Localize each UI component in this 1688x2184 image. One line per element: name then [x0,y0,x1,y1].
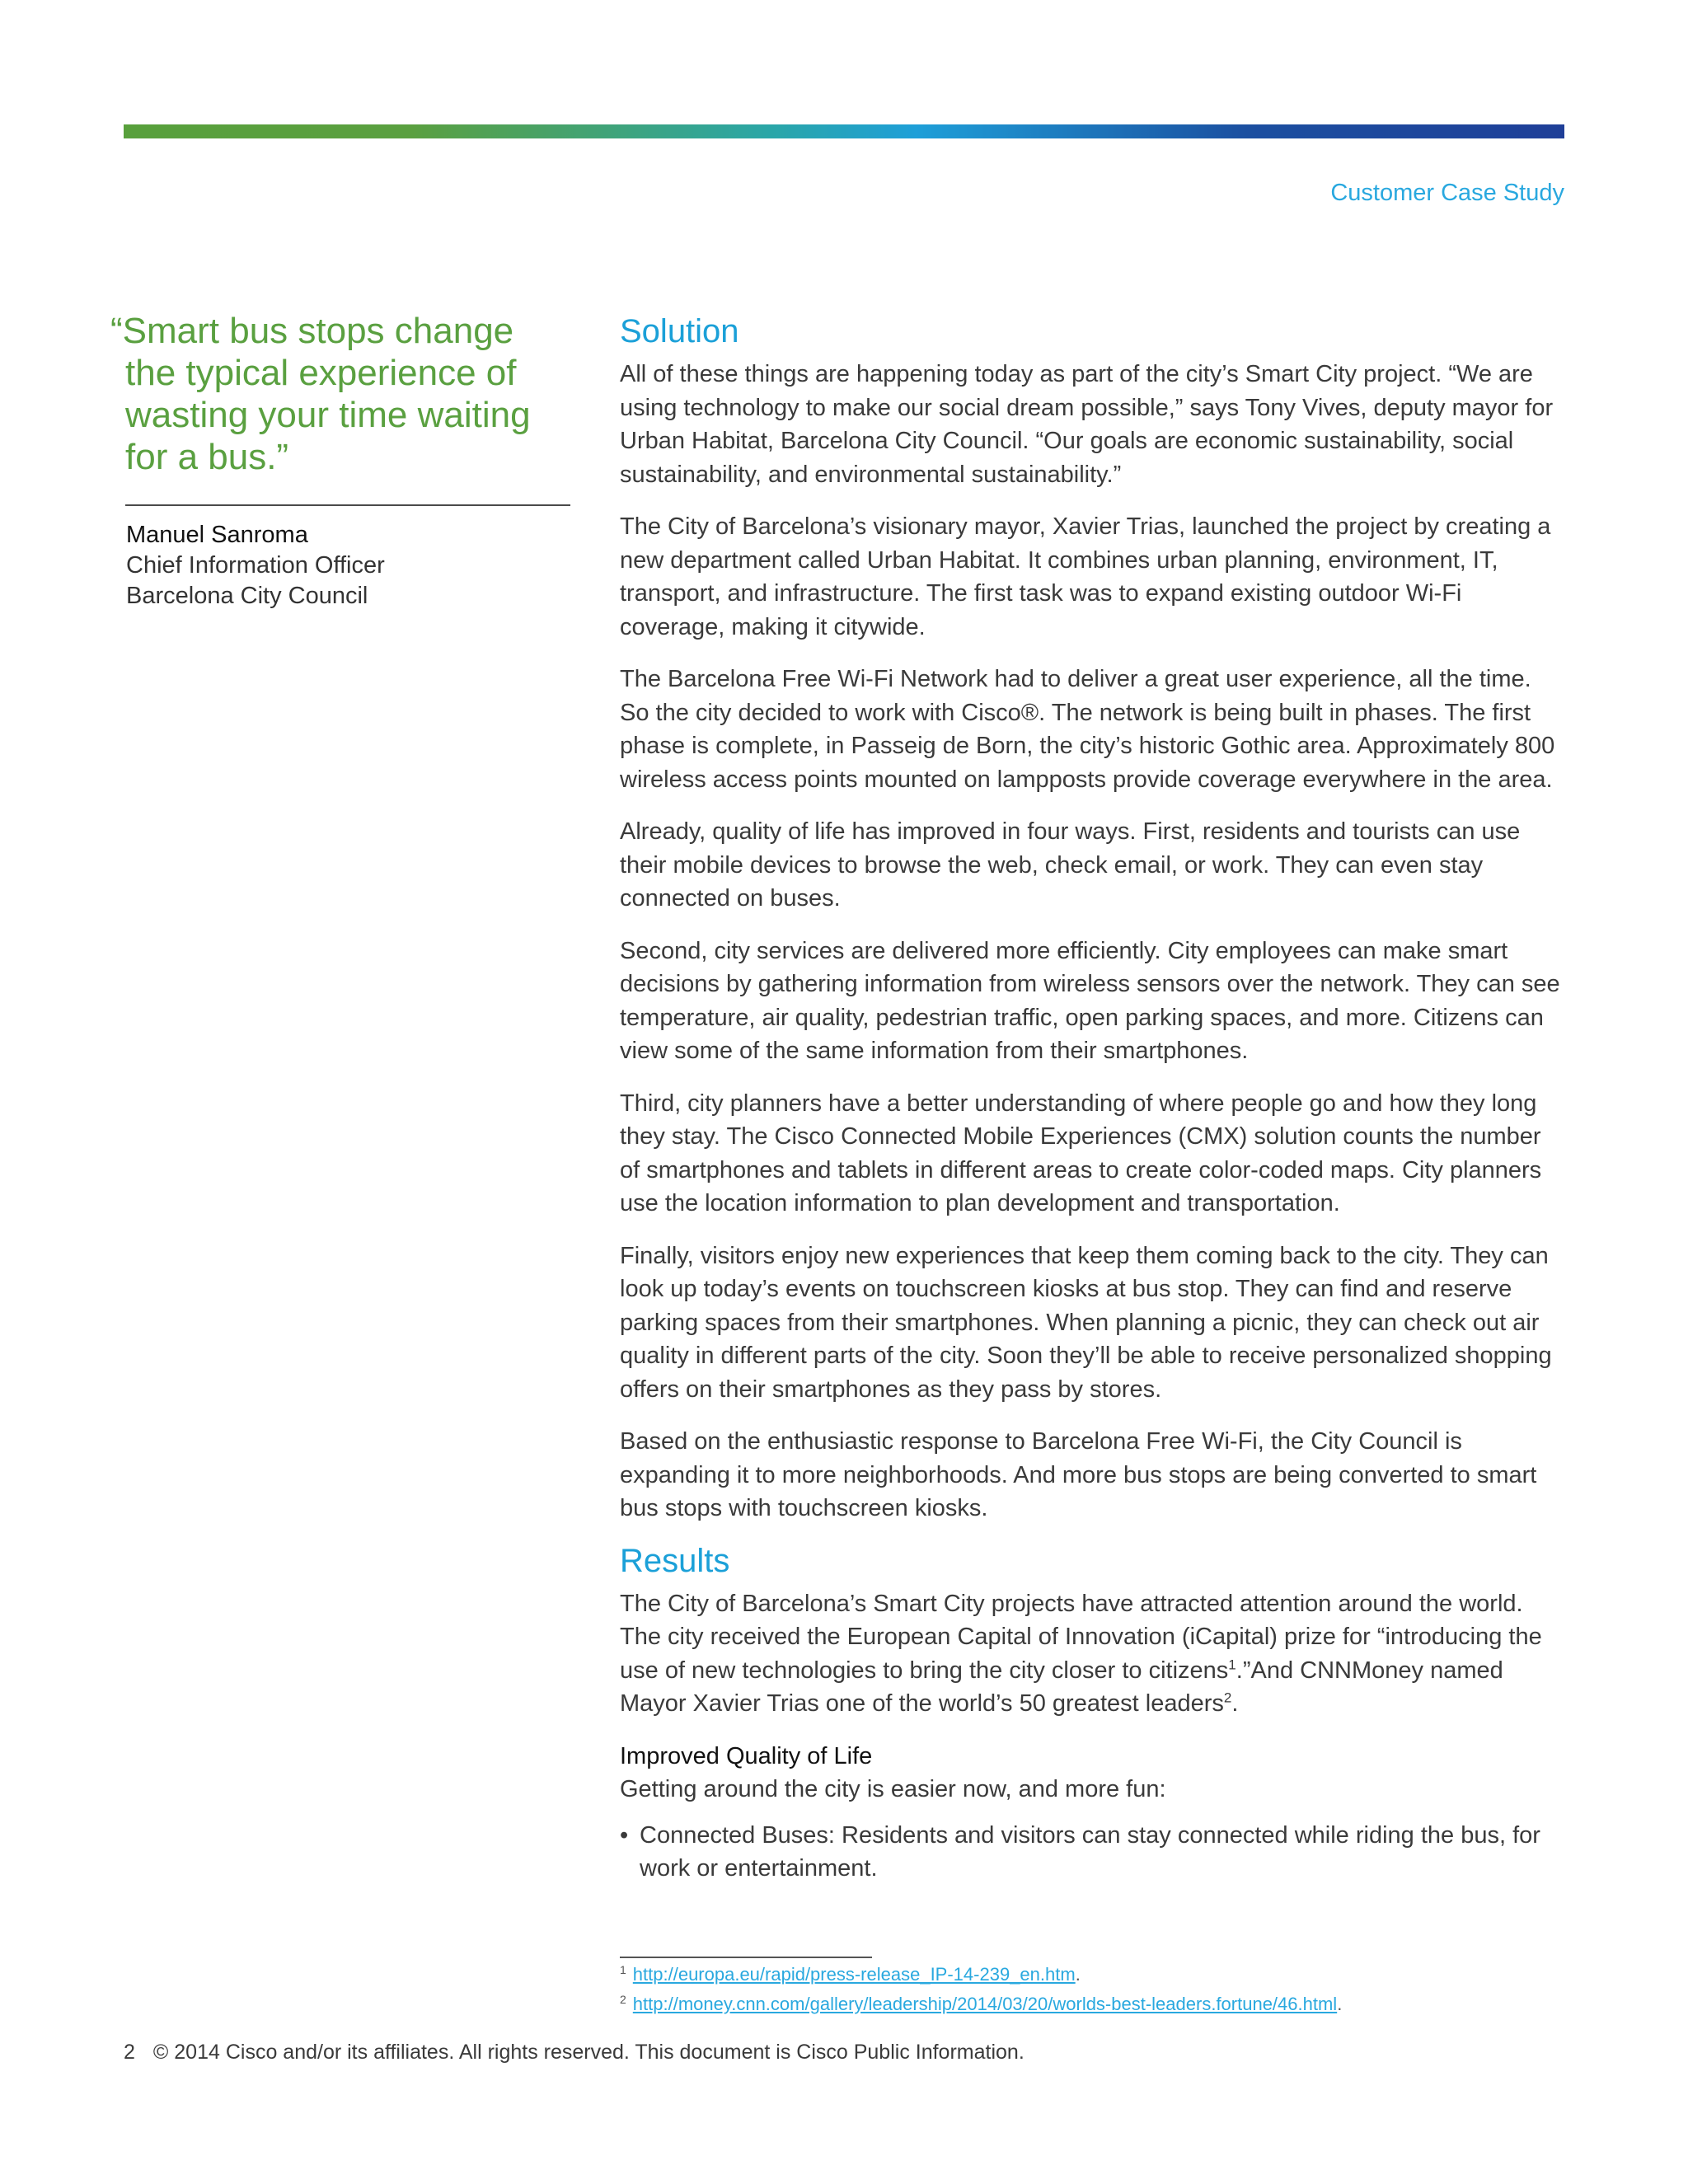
footnotes [620,1960,1342,2019]
bullet-item [620,1819,1566,1886]
footnote-number: 2 [620,1992,626,2006]
footnote-end: . [1075,1964,1081,1985]
footnote-1 [620,1960,1342,1990]
bullet-text: Connected Buses: Residents and visitors can stay connected while riding the bus, for work or entertainment. [640,1821,1540,1882]
document-type-label: Customer Case Study [1330,180,1564,206]
main-column [620,310,1566,1905]
solution-paragraph: Based on the enthusiastic response to Barcelona Free Wi-Fi, the City Council is expanding it to more neighborhoods. And more bus stops are being converted to smart bus stops with touchscreen kiosks. [620,1428,1537,1521]
solution-paragraph: Second, city services are delivered more efficiently. City employees can make smart decisions by gathering information from wireless sensors over the network. They can see temperature, air quality, pedestrian traffic, open parking spaces, and more. Citizens can view some of the same information from their smartphones. [620,937,1560,1064]
solution-paragraph: Third, city planners have a better understanding of where people go and how they long they stay. The Cisco Connected Mobile Experiences (CMX) solution counts the number of smartphones and tablets in different areas to create color-coded maps. City planners use the location information to plan development and transportation. [620,1090,1542,1216]
quality-of-life-subheading: Improved Quality of Life [620,1742,873,1769]
attribution-title: Chief Information Officer [126,552,385,579]
footnote-ref-2: 2 [1223,1690,1232,1706]
footnote-number: 1 [620,1962,626,1976]
footnote-2 [620,1990,1342,2019]
pull-quote: “Smart bus stops change the typical experience of wasting your time waiting for a bus.” [110,311,531,477]
copyright-notice: © 2014 Cisco and/or its affiliates. All rights reserved. This document is Cisco Public Information. [152,2041,1025,2064]
solution-paragraph: Already, quality of life has improved in four ways. First, residents and tourists can use their mobile devices to browse the web, check email, or work. They can even stay connected on buses. [620,818,1521,912]
results-text-part: The City of Barcelona’s Smart City projects have attracted attention around the world. The city received the European Capital of Innovation (iCapital) prize for “introducing the use of new technologies to bring the city closer to citizens [620,1590,1542,1684]
results-text-part: .”And CNNMoney named Mayor Xavier Trias one of the world’s 50 greatest leaders [620,1657,1503,1717]
header-gradient-bar [124,124,1564,138]
footnote-link-1[interactable]: http://europa.eu/rapid/press-release_IP-14-239_en.htm [632,1964,1076,1985]
results-text-part: . [1231,1690,1239,1717]
bullet-icon: • [620,1821,629,1849]
solution-paragraph: The Barcelona Free Wi-Fi Network had to deliver a great user experience, all the time. So the city decided to work with Cisco®. The network is being built in phases. The first phase is complete, in Passeig de Born, the city’s historic Gothic area. Approximately 800 wireless access points mounted on lampposts provide coverage everywhere in the area. [620,666,1555,793]
solution-paragraph: All of these things are happening today as part of the city’s Smart City project. “We are using technology to make our social dream possible,” says Tony Vives, deputy mayor for Urban Habitat, Barcelona City Council. “Our goals are economic sustainability, social sustainability, and environmental sustainability.” [620,361,1554,488]
results-heading: Results [620,1542,730,1579]
page-footer [124,2041,1025,2064]
footnote-end: . [1337,1994,1343,2014]
results-paragraph [620,1587,1566,1721]
page-number: 2 [124,2041,135,2064]
solution-paragraph: The City of Barcelona’s visionary mayor, Xavier Trias, launched the project by creating a new department called Urban Habitat. It combines urban planning, environment, IT, transport, and infrastructure. The first task was to expand existing outdoor Wi-Fi coverage, making it citywide. [620,513,1551,640]
solution-heading: Solution [620,313,739,349]
footnote-ref-1: 1 [1228,1656,1236,1672]
solution-paragraph: Finally, visitors enjoy new experiences that keep them coming back to the city. They can look up today’s events on touchscreen kiosks at bus stop. They can find and reserve parking spaces from their smartphones. When planning a picnic, they can check out air quality in different parts of the city. Soon they’ll be able to receive personalized shopping offers on their smartphones as they pass by stores. [620,1242,1552,1403]
quality-of-life-intro: Getting around the city is easier now, and more fun: [620,1776,1166,1802]
quote-divider [125,504,570,506]
footnote-link-2[interactable]: http://money.cnn.com/gallery/leadership/2014/03/20/worlds-best-leaders.fortune/46.html [632,1994,1338,2014]
attribution-name: Manuel Sanroma [126,522,308,548]
footnote-divider [620,1957,872,1958]
pull-quote-sidebar [110,310,572,612]
attribution-org: Barcelona City Council [126,583,368,609]
